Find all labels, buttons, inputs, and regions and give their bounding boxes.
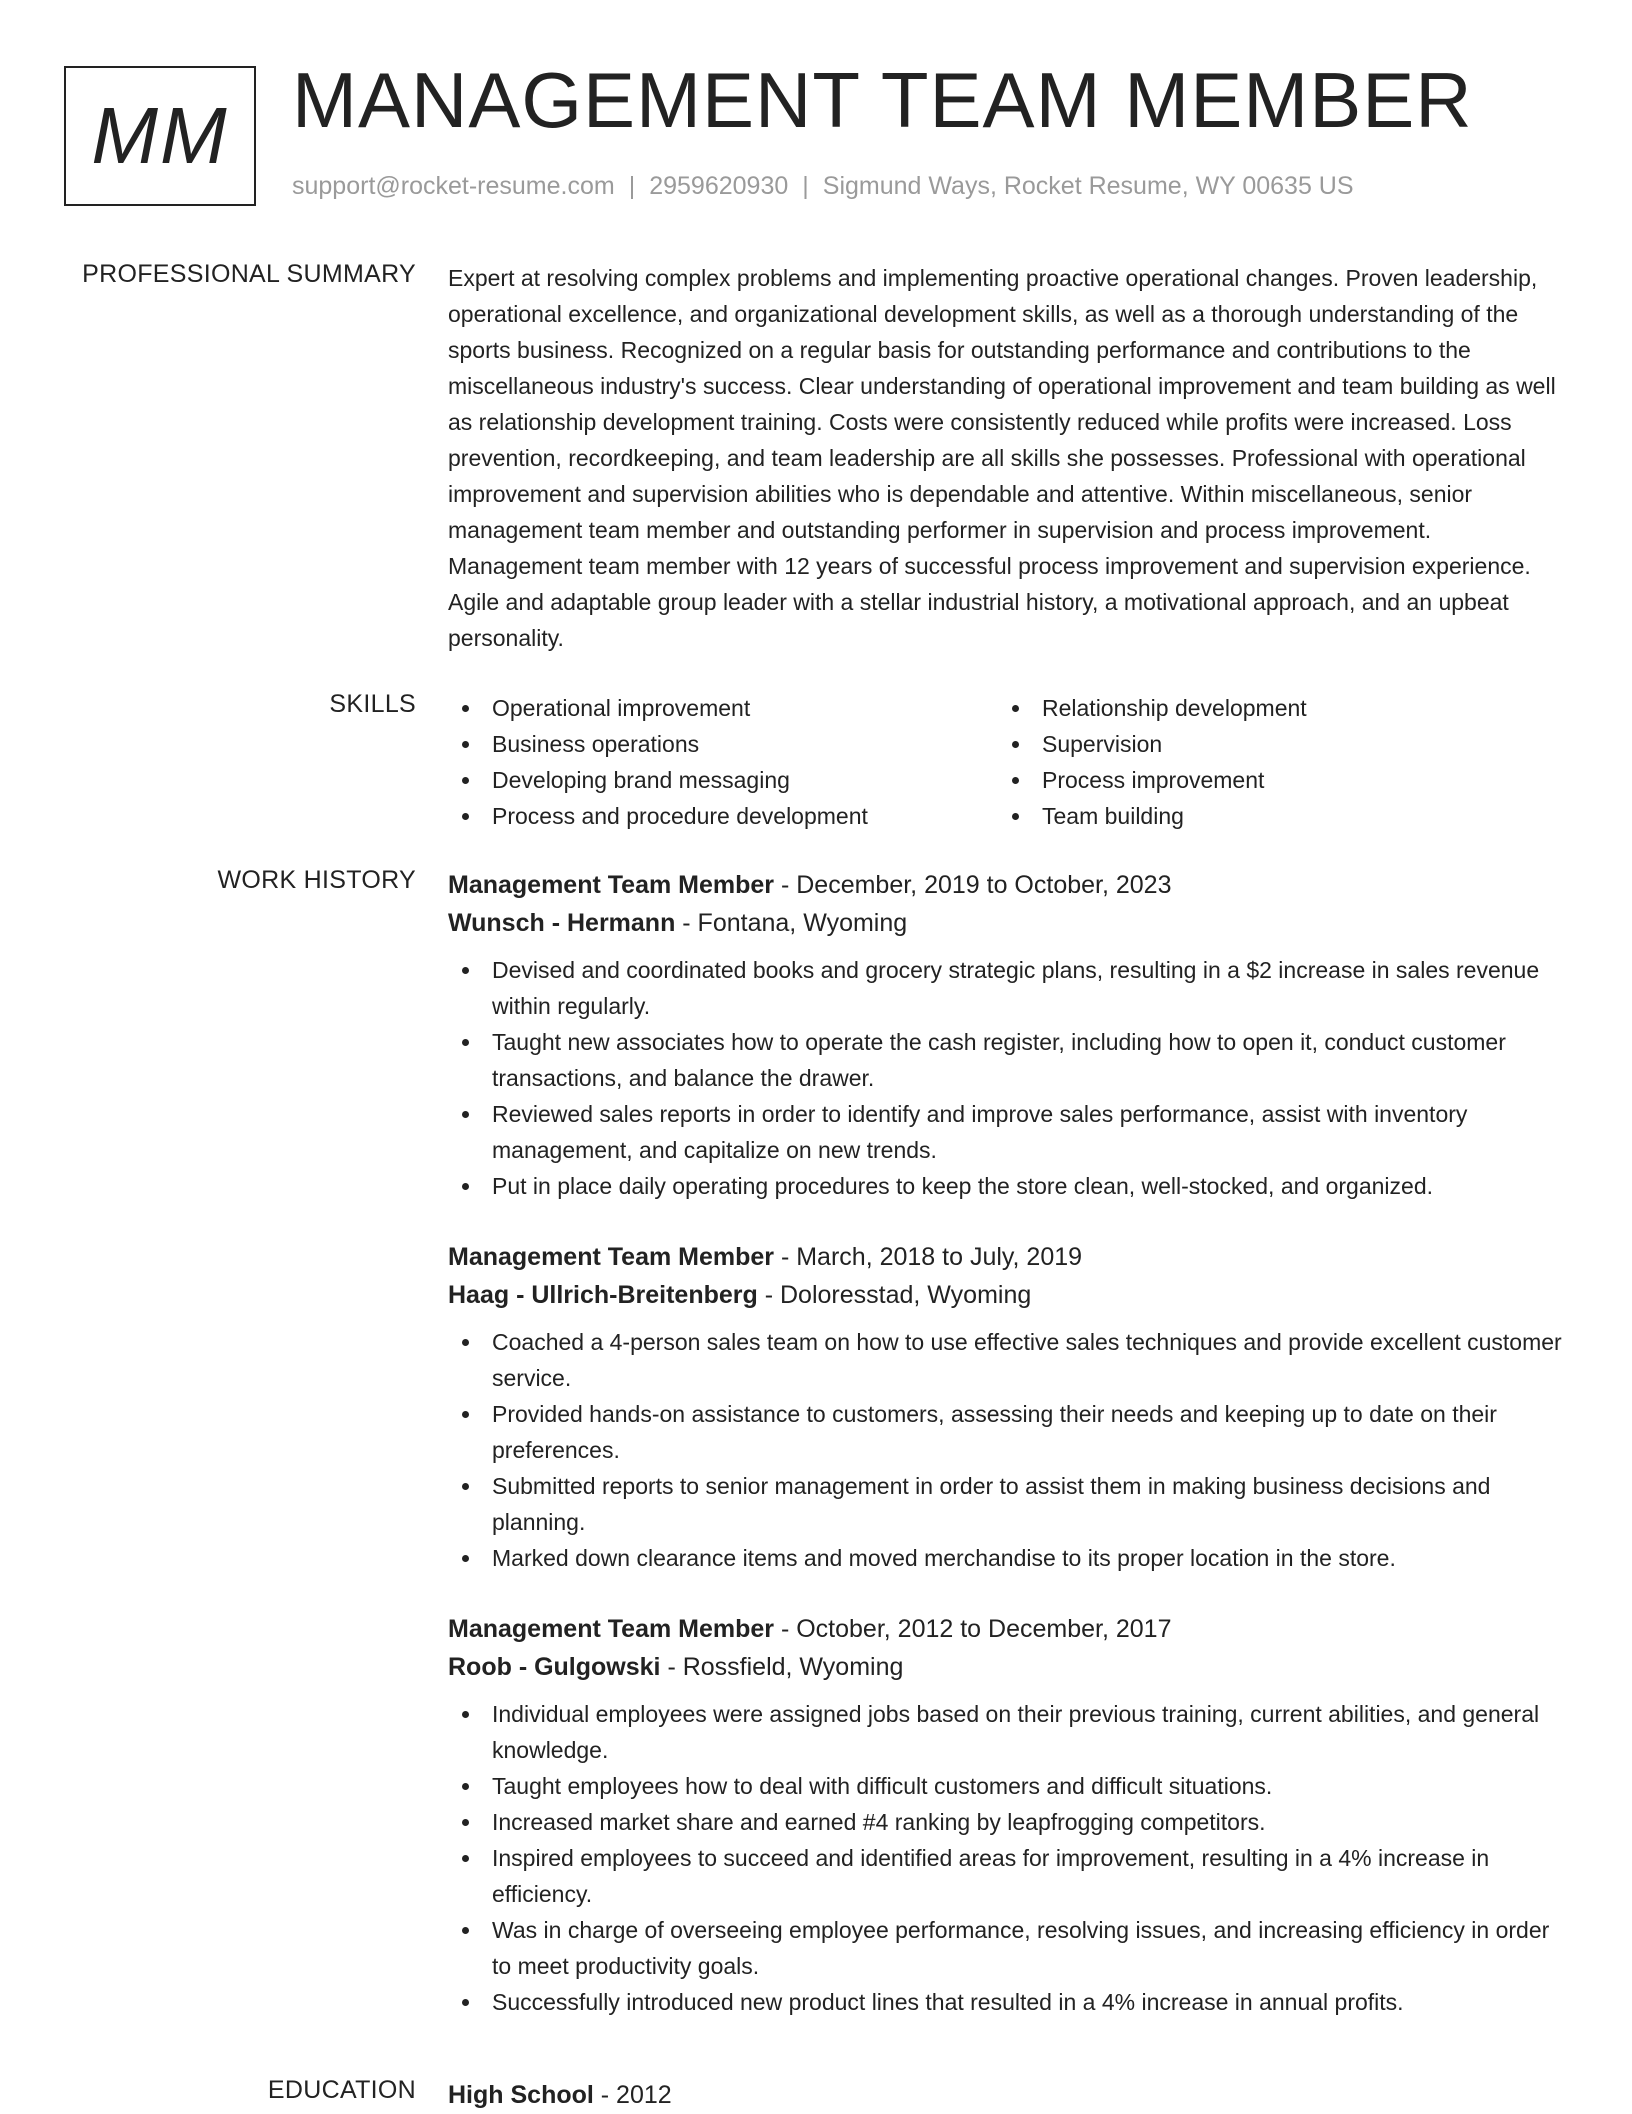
contact-line (292, 172, 1354, 201)
job-company-line (448, 1276, 1568, 1314)
job-bullet: Coached a 4-person sales team on how to use effective sales techniques and provide excellent customer service. (448, 1324, 1568, 1396)
job-bullet: Put in place daily operating procedures to keep the store clean, well-stocked, and organized. (448, 1168, 1568, 1204)
contact-separator: | (628, 172, 636, 200)
skill-item: Process improvement (998, 762, 1548, 798)
skills-grid (448, 690, 1568, 834)
education-degree: High School (448, 2081, 594, 2109)
job-title-line (448, 1238, 1568, 1276)
job-title: Management Team Member (448, 871, 775, 899)
skills-list-left (448, 690, 998, 834)
job-bullet: Devised and coordinated books and grocery strategic plans, resulting in a $2 increase in sales revenue within regularly. (448, 952, 1568, 1024)
job-bullet: Taught new associates how to operate the cash register, including how to open it, conduct customer transactions, and balance the drawer. (448, 1024, 1568, 1096)
job-bullet: Successfully introduced new product lines that resulted in a 4% increase in annual profits. (448, 1984, 1568, 2020)
resume-name: MANAGEMENT TEAM MEMBER (292, 56, 1473, 144)
job-entry (448, 1610, 1568, 2020)
job-bullet: Inspired employees to succeed and identified areas for improvement, resulting in a 4% increase in efficiency. (448, 1840, 1568, 1912)
job-dates: - October, 2012 to December, 2017 (774, 1615, 1172, 1643)
contact-email[interactable]: support@rocket-resume.com (292, 172, 615, 200)
job-dates: - December, 2019 to October, 2023 (774, 871, 1172, 899)
section-label-work: WORK HISTORY (217, 866, 416, 894)
job-bullet: Marked down clearance items and moved merchandise to its proper location in the store. (448, 1540, 1568, 1576)
skill-item: Business operations (448, 726, 998, 762)
section-label-education: EDUCATION (267, 2076, 416, 2104)
monogram-logo: MM (64, 66, 256, 206)
job-company-line (448, 904, 1568, 942)
skill-item: Relationship development (998, 690, 1548, 726)
work-history-body (448, 866, 1568, 2054)
job-company: Haag - Ullrich-Breitenberg (448, 1281, 758, 1309)
job-bullet: Individual employees were assigned jobs based on their previous training, current abilities, and general knowledge. (448, 1696, 1568, 1768)
job-bullets (448, 1696, 1568, 2020)
section-label-summary: PROFESSIONAL SUMMARY (82, 260, 416, 288)
job-bullets (448, 952, 1568, 1204)
education-line (448, 2076, 1568, 2114)
job-company-line (448, 1648, 1568, 1686)
job-company: Wunsch - Hermann (448, 909, 676, 937)
skill-item: Team building (998, 798, 1548, 834)
education-body (448, 2076, 1568, 2114)
job-title-line (448, 866, 1568, 904)
job-bullet: Reviewed sales reports in order to identify and improve sales performance, assist with inventory management, and capitalize on new trends. (448, 1096, 1568, 1168)
summary-text: Expert at resolving complex problems and implementing proactive operational changes. Proven leadership, operational excellence, and organizational development skills, as well as a thorough understanding of the sports business. Recognized on a regular basis for outstanding performance and contributions to the miscellaneous industry's success. Clear understanding of operational improvement and team building as well as relationship development training. Costs were consistently reduced while profits were increased. Loss prevention, recordkeeping, and team leadership are all skills she possesses. Professional with operational improvement and supervision abilities who is dependable and attentive. Within miscellaneous, senior management team member and outstanding performer in supervision and process improvement. Management team member with 12 years of successful process improvement and supervision experience. Agile and adaptable group leader with a stellar industrial history, a motivational approach, and an upbeat personality. (448, 265, 1556, 651)
job-bullets (448, 1324, 1568, 1576)
job-title: Management Team Member (448, 1243, 775, 1271)
skill-item: Developing brand messaging (448, 762, 998, 798)
skills-list-right (998, 690, 1548, 834)
summary-body (448, 260, 1568, 656)
job-bullet: Taught employees how to deal with difficult customers and difficult situations. (448, 1768, 1568, 1804)
job-dates: - March, 2018 to July, 2019 (774, 1243, 1083, 1271)
job-bullet: Submitted reports to senior management in order to assist them in making business decisions and planning. (448, 1468, 1568, 1540)
job-entry (448, 1238, 1568, 1576)
skill-item: Process and procedure development (448, 798, 998, 834)
job-company: Roob - Gulgowski (448, 1653, 661, 1681)
job-bullet: Provided hands-on assistance to customers, assessing their needs and keeping up to date on their preferences. (448, 1396, 1568, 1468)
job-title-line (448, 1610, 1568, 1648)
skill-item: Supervision (998, 726, 1548, 762)
skill-item: Operational improvement (448, 690, 998, 726)
job-entry (448, 866, 1568, 1204)
job-bullet: Increased market share and earned #4 ranking by leapfrogging competitors. (448, 1804, 1568, 1840)
education-year: - 2012 (593, 2081, 672, 2109)
contact-address: Sigmund Ways, Rocket Resume, WY 00635 US (822, 172, 1354, 200)
section-label-skills: SKILLS (329, 690, 416, 718)
contact-phone[interactable]: 2959620930 (649, 172, 789, 200)
job-title: Management Team Member (448, 1615, 775, 1643)
contact-separator: | (802, 172, 809, 200)
job-location: - Rossfield, Wyoming (660, 1653, 904, 1681)
job-location: - Doloresstad, Wyoming (757, 1281, 1032, 1309)
job-location: - Fontana, Wyoming (675, 909, 908, 937)
job-bullet: Was in charge of overseeing employee performance, resolving issues, and increasing efficiency in order to meet productivity goals. (448, 1912, 1568, 1984)
